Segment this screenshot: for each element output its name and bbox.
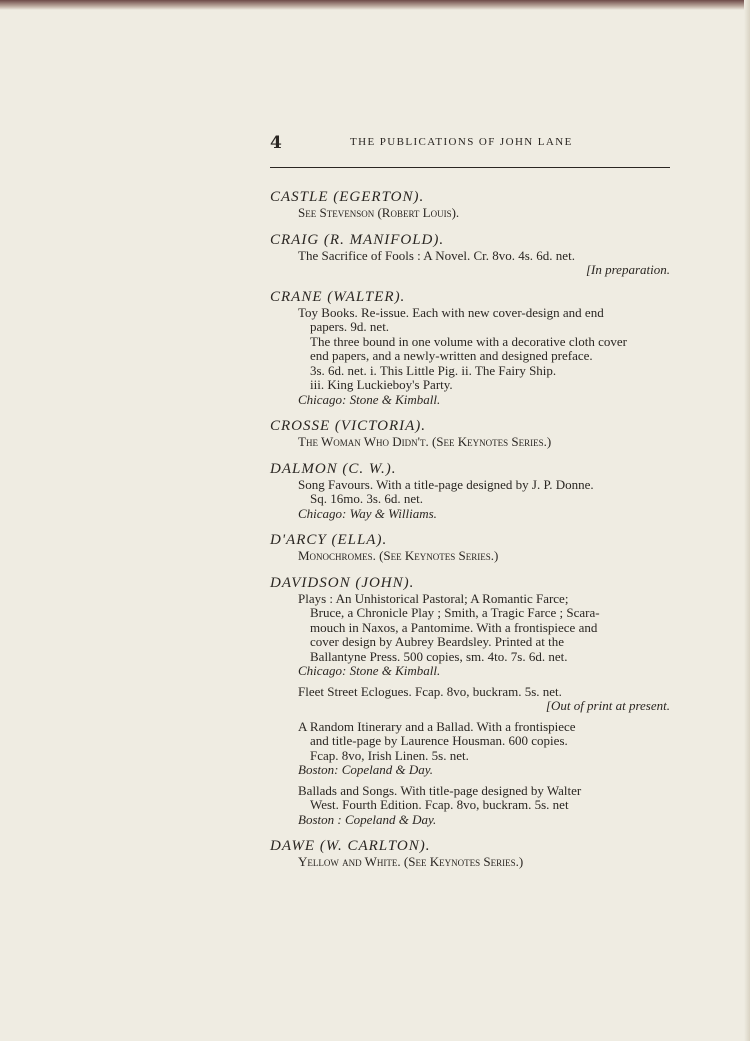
entry-craig	[270, 231, 670, 278]
entry-line: Fleet Street Eclogues. Fcap. 8vo, buckram. 5s. net.	[298, 683, 562, 699]
entry-line: See Stevenson (Robert Louis).	[298, 205, 460, 220]
publisher-line: Chicago: Stone & Kimball.	[298, 391, 441, 407]
entry-davidson	[270, 574, 670, 828]
publisher-line: Chicago: Stone & Kimball.	[298, 663, 441, 678]
entry-line: mouch in Naxos, a Pantomime. With a frontispiece and	[310, 619, 598, 635]
entry-dawe	[270, 837, 670, 870]
entry-line: 3s. 6d. net. i. This Little Pig. ii. The Fairy Ship.	[310, 362, 557, 378]
entry-line: papers. 9d. net.	[310, 319, 390, 334]
entry-line: Yellow and White. (See Keynotes Series.)	[298, 854, 524, 869]
author-heading: DAVIDSON (JOHN).	[270, 574, 415, 591]
entry-crane	[270, 288, 670, 408]
page-top-edge	[0, 0, 750, 10]
entry-castle	[270, 188, 670, 221]
entry-line: The Sacrifice of Fools : A Novel. Cr. 8vo. 4s. 6d. net.	[298, 247, 575, 263]
entry-line: Ballantyne Press. 500 copies, sm. 4to. 7s. 6d. net.	[310, 648, 568, 664]
entry-crosse	[270, 417, 670, 450]
entry-line: Bruce, a Chronicle Play ; Smith, a Tragic Farce ; Scara-	[310, 605, 600, 620]
publisher-line: Chicago: Way & Williams.	[298, 505, 437, 521]
entry-line: A Random Itinerary and a Ballad. With a frontispiece	[298, 718, 576, 734]
entry-line: The Woman Who Didn't. (See Keynotes Series.)	[298, 434, 552, 449]
entry-line: Toy Books. Re-issue. Each with new cover-design and end	[298, 304, 604, 320]
entry-line: Fcap. 8vo, Irish Linen. 5s. net.	[310, 747, 469, 763]
entry-line: and title-page by Laurence Housman. 600 copies.	[310, 733, 568, 748]
catalogue-listing	[270, 188, 670, 880]
author-heading: CRAIG (R. MANIFOLD).	[270, 231, 445, 248]
author-heading: CASTLE (EGERTON).	[270, 189, 425, 205]
publisher-line: Boston: Copeland & Day.	[298, 762, 434, 777]
author-heading: D'ARCY (ELLA).	[270, 532, 388, 548]
author-heading: CRANE (WALTER).	[270, 288, 406, 305]
publisher-line: Boston : Copeland & Day.	[298, 811, 437, 827]
entry-line: The three bound in one volume with a decorative cloth cover	[310, 333, 627, 349]
entry-line: iii. King Luckieboy's Party.	[310, 377, 453, 392]
entry-dalmon	[270, 460, 670, 522]
author-heading: DALMON (C. W.).	[270, 460, 397, 477]
entry-line: Plays : An Unhistorical Pastoral; A Romantic Farce;	[298, 590, 569, 606]
entry-line: [Out of print at present.	[545, 698, 670, 713]
running-title: THE PUBLICATIONS OF JOHN LANE	[350, 136, 573, 148]
header-rule	[270, 167, 670, 168]
entry-line: Ballads and Songs. With title-page designed by Walter	[298, 782, 582, 798]
entry-darcy	[270, 531, 670, 564]
page-number: 4	[270, 133, 282, 153]
author-heading: DAWE (W. CARLTON).	[270, 838, 431, 854]
running-header	[270, 133, 670, 153]
entry-line: Sq. 16mo. 3s. 6d. net.	[310, 491, 424, 506]
page-right-edge	[744, 0, 750, 1041]
entry-line: Song Favours. With a title-page designed by J. P. Donne.	[298, 476, 594, 492]
entry-line: Monochromes. (See Keynotes Series.)	[298, 548, 499, 563]
entry-line: end papers, and a newly-written and designed preface.	[310, 348, 593, 363]
entry-line: [In preparation.	[585, 262, 670, 277]
author-heading: CROSSE (VICTORIA).	[270, 418, 427, 434]
entry-line: cover design by Aubrey Beardsley. Printed at the	[310, 634, 565, 649]
entry-line: West. Fourth Edition. Fcap. 8vo, buckram. 5s. net	[310, 797, 569, 812]
